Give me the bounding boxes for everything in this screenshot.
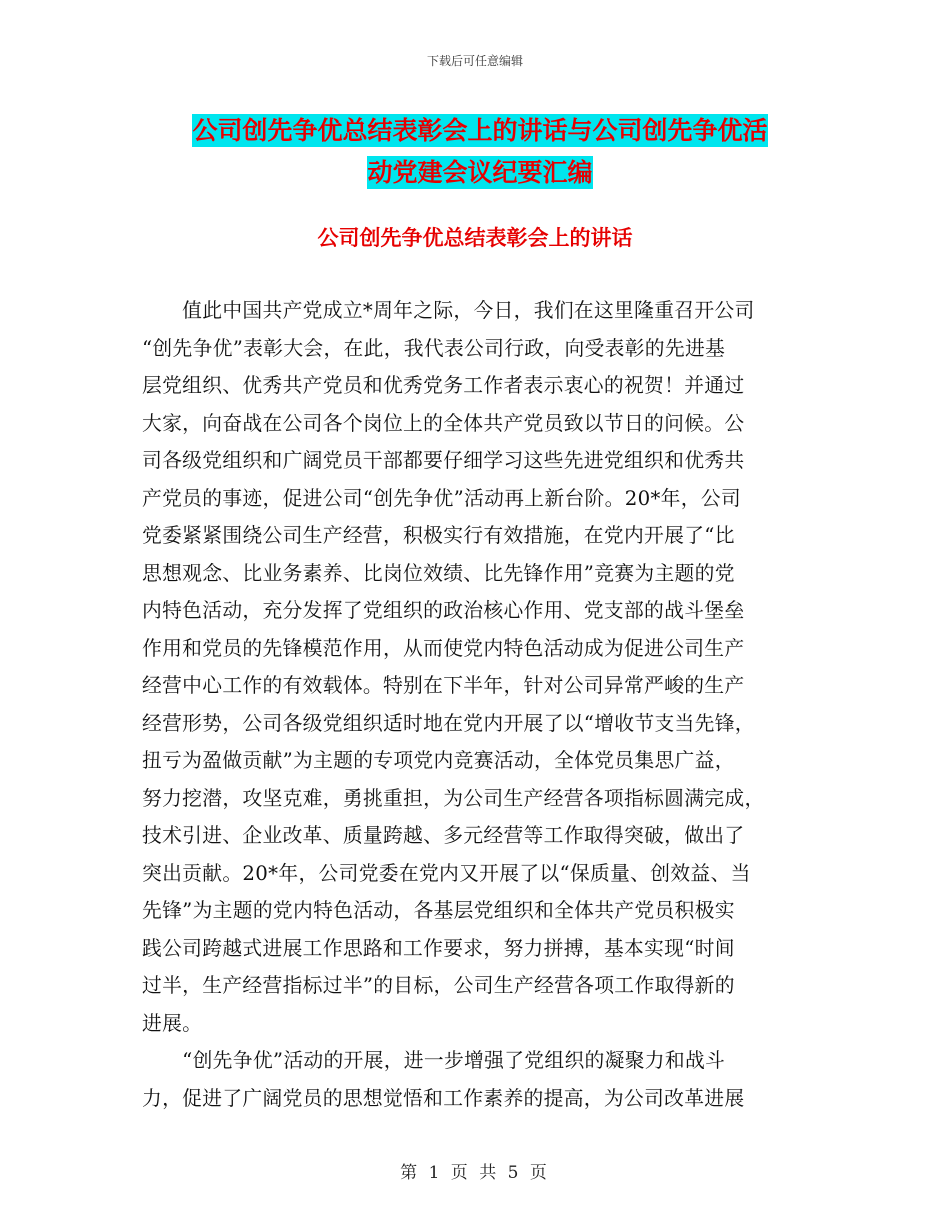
body-line: 层党组织、优秀共产党员和优秀党务工作者表示衷心的祝贺！并通过 xyxy=(142,374,745,397)
body-text xyxy=(142,292,810,1117)
body-line: “创先争优”活动的开展，进一步增强了党组织的凝聚力和战斗 xyxy=(142,1049,726,1072)
page-number-footer: 第 1 页 共 5 页 xyxy=(400,1163,550,1183)
body-line: “创先争优”表彰大会，在此，我代表公司行政，向受表彰的先进基 xyxy=(142,336,726,360)
body-line: 过半，生产经营指标过半”的目标，公司生产经营各项工作取得新的 xyxy=(142,974,735,997)
body-line: 值此中国共产党成立*周年之际，今日，我们在这里隆重召开公司 xyxy=(142,299,755,322)
body-line: 思想观念、比业务素养、比岗位效绩、比先锋作用”竞赛为主题的党 xyxy=(142,561,735,585)
section-title: 公司创先争优总结表彰会上的讲话 xyxy=(317,226,633,250)
body-line: 突出贡献。20*年，公司党委在党内又开展了以“保质量、创效益、当 xyxy=(142,861,751,885)
body-line: 作用和党员的先锋模范作用，从而使党内特色活动成为促进公司生产 xyxy=(142,636,745,660)
body-line: 技术引进、企业改革、质量跨越、多元经营等工作取得突破，做出了 xyxy=(142,824,745,847)
body-line: 践公司跨越式进展工作思路和工作要求，努力拼搏，基本实现“时间 xyxy=(142,936,735,960)
body-line: 先锋”为主题的党内特色活动，各基层党组织和全体共产党员积极实 xyxy=(142,899,735,922)
body-line: 党委紧紧围绕公司生产经营，积极实行有效措施，在党内开展了“比 xyxy=(142,524,735,547)
body-line: 经营形势，公司各级党组织适时地在党内开展了以“增收节支当先锋， xyxy=(142,711,755,735)
body-line: 内特色活动，充分发挥了党组织的政治核心作用、党支部的战斗堡垒 xyxy=(142,599,745,622)
header-note: 下载后可任意编辑 xyxy=(426,54,523,68)
body-line: 力，促进了广阔党员的思想觉悟和工作素养的提高，为公司改革进展 xyxy=(142,1086,745,1110)
document-title xyxy=(140,110,820,194)
body-line: 进展。 xyxy=(142,1011,203,1035)
body-line: 大家，向奋战在公司各个岗位上的全体共产党员致以节日的问候。公 xyxy=(142,411,745,435)
title-line-2: 动党建会议纪要汇编 xyxy=(367,158,593,187)
body-line: 经营中心工作的有效载体。特别在下半年，针对公司异常严峻的生产 xyxy=(142,674,745,697)
body-line: 产党员的事迹，促进公司“创先争优”活动再上新台阶。20*年，公司 xyxy=(142,486,741,510)
title-line-1: 公司创先争优总结表彰会上的讲话与公司创先争优活 xyxy=(192,116,768,145)
body-line: 扭亏为盈做贡献”为主题的专项党内竞赛活动，全体党员集思广益， xyxy=(142,749,735,772)
body-line: 司各级党组织和广阔党员干部都要仔细学习这些先进党组织和优秀共 xyxy=(142,449,745,472)
body-line: 努力挖潜，攻坚克难，勇挑重担，为公司生产经营各项指标圆满完成， xyxy=(142,786,765,810)
